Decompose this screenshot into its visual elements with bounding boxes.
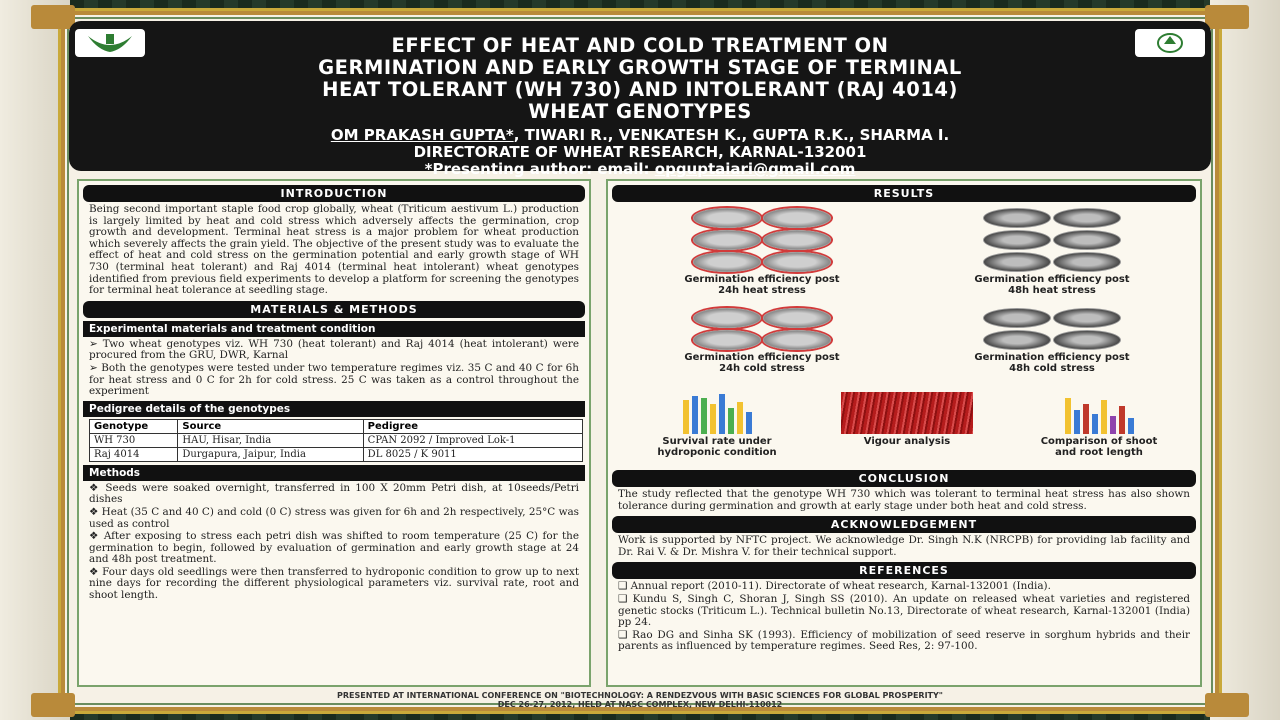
length-bar-chart [1004, 392, 1194, 434]
email-link[interactable]: opguptaiari@gmail.com [654, 160, 856, 178]
caption-line: 24h cold stress [719, 363, 805, 374]
caption-line: Survival rate under [662, 436, 772, 447]
caption-line: Germination efficiency post [684, 352, 840, 363]
results-heading: RESULTS [612, 185, 1196, 202]
figure-caption [632, 274, 892, 296]
survival-bar-chart [622, 392, 812, 434]
acknowledgement-heading: ACKNOWLEDGEMENT [612, 516, 1196, 533]
table-header-row [90, 419, 583, 433]
references-list [608, 581, 1200, 653]
list-item: ❖ Four days old seedlings were then transferred to hydroponic condition to grow up to next nine days for recording the different physiological parameters viz. survival rate, root and shoot length. [89, 565, 579, 602]
conclusion-heading: CONCLUSION [612, 470, 1196, 487]
corner-ornament [1205, 693, 1249, 717]
petri-dish [1053, 208, 1121, 228]
affiliation: DIRECTORATE OF WHEAT RESEARCH, KARNAL-132001 [413, 143, 867, 161]
petri-dish-grid [912, 208, 1192, 272]
right-column [606, 179, 1202, 687]
reference-item: ❑ Kundu S, Singh C, Shoran J, Singh SS (2010). An update on released wheat varieties and registered genetic stocks (Triticum L.). Technical bulletin No.13, Directorate of wheat research, Karnal-132001 (India) pp 24. [618, 592, 1190, 629]
chart-bar [746, 412, 752, 434]
title-line: WHEAT GENOTYPES [528, 100, 752, 123]
petri-dish [983, 308, 1051, 328]
introduction-heading: INTRODUCTION [83, 185, 585, 202]
petri-dish [1053, 252, 1121, 272]
caption-line: Germination efficiency post [974, 274, 1130, 285]
corner-ornament [1205, 5, 1249, 29]
left-column [77, 179, 591, 687]
figure-caption [912, 352, 1192, 374]
petri-dish [1053, 330, 1121, 350]
figure-cold-24h [632, 308, 892, 374]
petri-dish [983, 252, 1051, 272]
list-item: ❖ Seeds were soaked overnight, transferred in 100 X 20mm Petri dish, at 10seeds/Petri dishes [89, 481, 579, 506]
poster [58, 8, 1222, 714]
caption-line: Comparison of shoot [1040, 436, 1158, 447]
chart-bar [737, 402, 743, 434]
references-heading: REFERENCES [612, 562, 1196, 579]
table-row [90, 447, 583, 461]
pedigree-table [89, 419, 583, 462]
petri-dish [983, 330, 1051, 350]
experimental-materials-heading: Experimental materials and treatment condition [83, 321, 585, 337]
chart-bar [701, 398, 707, 434]
petri-dish [763, 330, 831, 350]
petri-dish [1053, 230, 1121, 250]
table-cell: CPAN 2092 / Improved Lok-1 [363, 433, 582, 447]
chart-bar [1119, 406, 1125, 434]
chart-bar [692, 396, 698, 434]
footer-line: PRESENTED AT INTERNATIONAL CONFERENCE ON "BIOTECHNOLOGY: A RENDEZVOUS WITH BASIC SCIENCES FOR GLOBAL PROSPERITY" [337, 691, 943, 700]
reference-item: ❑ Rao DG and Sinha SK (1993). Efficiency of mobilization of seed reserve in sorghum hybrids and their parents as influenced by temperature regimes. Seed Res, 2: 97-100. [618, 628, 1190, 653]
figure-shoot-root-length [1004, 392, 1194, 458]
results-figures [612, 204, 1196, 466]
petri-dish [763, 252, 831, 272]
list-item: ➢ Two wheat genotypes viz. WH 730 (heat tolerant) and Raj 4014 (heat intolerant) were procured from the GRU, DWR, Karnal [89, 337, 579, 362]
pedigree-heading: Pedigree details of the genotypes [83, 401, 585, 417]
petri-dish [983, 208, 1051, 228]
list-item: ❖ Heat (35 C and 40 C) and cold (0 C) stress was given for 6h and 2h respectively, 25°C was used as control [89, 505, 579, 530]
title-line: HEAT TOLERANT (WH 730) AND INTOLERANT (RAJ 4014) [322, 78, 958, 101]
table-row [90, 433, 583, 447]
caption-line: and root length [1055, 447, 1143, 458]
icar-logo [1135, 29, 1205, 57]
caption-line: 48h cold stress [1009, 363, 1095, 374]
figure-caption [632, 352, 892, 374]
title-line: GERMINATION AND EARLY GROWTH STAGE OF TERMINAL [318, 56, 962, 79]
chart-bar [1083, 404, 1089, 434]
conclusion-text: The study reflected that the genotype WH 730 which was tolerant to terminal heat stress has also shown tolerance during germination and growth at early stage under both heat and cold stress. [618, 488, 1190, 512]
title-line: EFFECT OF HEAT AND COLD TREATMENT ON [391, 34, 889, 57]
method-points [79, 483, 589, 602]
methods-subheading: Methods [83, 465, 585, 481]
caption-line: 24h heat stress [718, 285, 806, 296]
list-item: ❖ After exposing to stress each petri dish was shifted to room temperature (25 C) for the germination to begin, followed by evaluation of germination and early growth stage at 24 and 48h post treatment. [89, 530, 579, 566]
introduction-text: Being second important staple food crop globally, wheat (Triticum aestivum L.) production is largely limited by heat and cold stress which adversely affects the germination, crop growth and development. Terminal heat stress is a major problem for wheat production which severely affects the grain yield. The objective of the present study was to evaluate the effect of heat and cold stress on the germination potential and early growth stage of WH 730 (terminal heat tolerant) and Raj 4014 (terminal heat intolerant) wheat genotypes identified from previous field experiments to develop a platform for screening the genotypes for terminal heat tolerance at seedling stage. [89, 203, 579, 297]
column-header: Pedigree [363, 419, 582, 433]
petri-dish [763, 208, 831, 228]
caption-line: 48h heat stress [1008, 285, 1096, 296]
table-cell: Durgapura, Jaipur, India [178, 447, 363, 461]
petri-dish-grid [912, 308, 1192, 350]
figure-caption [622, 436, 812, 458]
column-header: Source [178, 419, 363, 433]
petri-dish-grid [632, 208, 892, 272]
figure-cold-48h [912, 308, 1192, 374]
column-header: Genotype [90, 419, 178, 433]
caption-line: Germination efficiency post [684, 274, 840, 285]
poster-header [69, 21, 1211, 178]
chart-bar [1101, 400, 1107, 434]
petri-dish-grid [632, 308, 892, 350]
petri-dish [763, 230, 831, 250]
presenting-author: OM PRAKASH GUPTA* [330, 126, 514, 144]
petri-dish [763, 308, 831, 328]
reference-item: ❑ Annual report (2010-11). Directorate of wheat research, Karnal-132001 (India). [618, 580, 1051, 593]
chart-bar [683, 400, 689, 434]
institute-logo [75, 29, 145, 57]
author-block [69, 127, 1211, 178]
email-label: *Presenting author: email: [424, 160, 650, 178]
email-line [69, 161, 1211, 178]
table-cell: HAU, Hisar, India [178, 433, 363, 447]
corner-ornament [31, 693, 75, 717]
figure-caption [1004, 436, 1194, 458]
figure-caption [912, 274, 1192, 296]
caption-line: Germination efficiency post [974, 352, 1130, 363]
table-cell: Raj 4014 [90, 447, 178, 461]
co-authors: , TIWARI R., VENKATESH K., GUPTA R.K., SHARMA I. [513, 126, 950, 144]
petri-dish [693, 208, 761, 228]
methods-heading: MATERIALS & METHODS [83, 301, 585, 318]
petri-dish [693, 308, 761, 328]
chart-bar [719, 394, 725, 434]
figure-heat-48h [912, 208, 1192, 296]
figure-heat-24h [632, 208, 892, 296]
caption-line: Vigour analysis [863, 436, 951, 447]
figure-survival-rate [622, 392, 812, 458]
poster-footer [77, 691, 1203, 709]
chart-bar [728, 408, 734, 434]
chart-bar [1065, 398, 1071, 434]
petri-dish [1053, 308, 1121, 328]
footer-line: DEC 26-27, 2012, HELD AT NASC COMPLEX, NEW DELHI-110012 [497, 700, 783, 709]
chart-bar [1074, 410, 1080, 434]
chart-bar [1092, 414, 1098, 434]
author-line [69, 127, 1211, 144]
chart-bar [710, 404, 716, 434]
petri-dish [983, 230, 1051, 250]
experimental-points [79, 339, 589, 398]
petri-dish [693, 252, 761, 272]
acknowledgement-text: Work is supported by NFTC project. We acknowledge Dr. Singh N.K (NRCPB) for providing lab facility and Dr. Rai V. & Dr. Mishra V. for their technical support. [618, 534, 1190, 558]
chart-bar [1110, 416, 1116, 434]
poster-title [69, 21, 1211, 123]
table-cell: DL 8025 / K 9011 [363, 447, 582, 461]
caption-line: hydroponic condition [657, 447, 777, 458]
petri-dish [693, 230, 761, 250]
figure-vigour-analysis [827, 392, 987, 447]
seedling-photo [841, 392, 973, 434]
list-item: ➢ Both the genotypes were tested under two temperature regimes viz. 35 C and 40 C for 6h for heat stress and 0 C for 2h for cold stress. 25 C was taken as a control throughout the experiment [89, 361, 579, 398]
table-cell: WH 730 [90, 433, 178, 447]
chart-bar [1128, 418, 1134, 434]
figure-caption [827, 436, 987, 447]
petri-dish [693, 330, 761, 350]
